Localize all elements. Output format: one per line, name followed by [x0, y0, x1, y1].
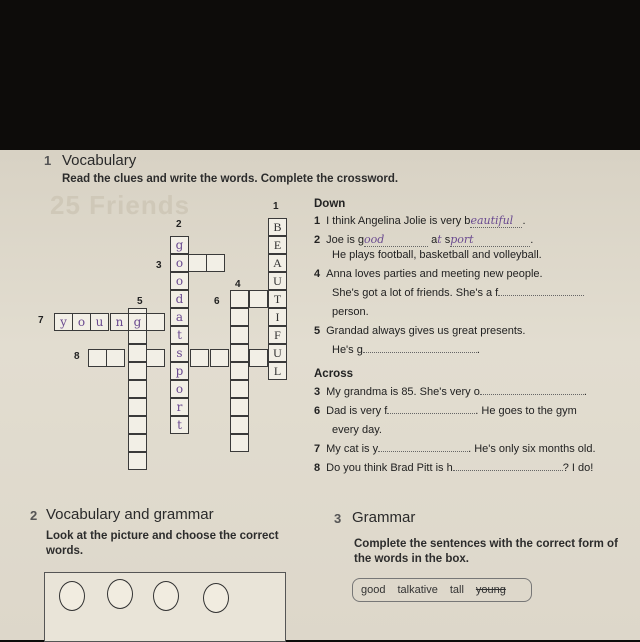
cell-7-4[interactable]: n — [110, 313, 129, 331]
cell-1-7[interactable]: F — [268, 326, 287, 344]
cell-8-9[interactable] — [249, 349, 268, 367]
cell-1-2[interactable]: E — [268, 236, 287, 254]
down-clue-5-line2: He's g . — [332, 344, 480, 356]
cell-1-1[interactable]: B — [268, 218, 287, 236]
person-face — [153, 581, 179, 611]
section-2-number: 2 — [30, 508, 38, 523]
clue-number-3: 3 — [156, 260, 162, 271]
section-1-title: Vocabulary — [62, 152, 137, 169]
cell-1-9[interactable]: L — [268, 362, 287, 380]
cell-3-3[interactable] — [206, 254, 225, 272]
section-2-title: Vocabulary and grammar — [46, 506, 214, 523]
cell-2-5[interactable]: a — [170, 308, 189, 326]
cell-2-7[interactable]: s — [170, 344, 189, 362]
word-tall: tall — [449, 584, 464, 596]
across-clue-6-line2: every day. — [332, 424, 382, 436]
cell-5-4[interactable] — [128, 362, 147, 380]
cell-4-9[interactable] — [230, 434, 249, 452]
down-heading: Down — [314, 198, 346, 210]
cell-7-2[interactable]: o — [72, 313, 91, 331]
cell-4-8[interactable] — [230, 416, 249, 434]
section-3-number: 3 — [334, 511, 342, 526]
section-1-number: 1 — [44, 153, 52, 168]
word-talkative: talkative — [397, 584, 438, 596]
down-clue-4-line3: person. — [332, 306, 369, 318]
section-2-instruction: Look at the picture and choose the correct words. — [46, 530, 279, 557]
across-clue-8: 8 Do you think Brad Pitt is h ? I do! — [314, 462, 594, 474]
word-good: good — [361, 584, 386, 596]
cell-7-1[interactable]: y — [54, 313, 73, 331]
cell-3-2[interactable] — [188, 254, 207, 272]
cell-2-6[interactable]: t — [170, 326, 189, 344]
cell-4-2[interactable] — [230, 308, 249, 326]
across-clue-7: 7 My cat is y . He's only six months old. — [314, 443, 596, 455]
cell-2-10[interactable]: r — [170, 398, 189, 416]
section-1-instruction: Read the clues and write the words. Complete the crossword. — [62, 173, 399, 185]
across-clue-6: 6 Dad is very f . He goes to the gym — [314, 405, 577, 417]
cell-2-1[interactable]: g — [170, 236, 189, 254]
cell-1-4[interactable]: U — [268, 272, 287, 290]
cell-1-6[interactable]: I — [268, 308, 287, 326]
cell-5-3[interactable] — [128, 344, 147, 362]
cell-5-9[interactable] — [128, 452, 147, 470]
cell-8-6[interactable] — [190, 349, 209, 367]
down-clue-1: 1 I think Angelina Jolie is very beautiful . — [314, 214, 526, 227]
clue-number-2: 2 — [176, 219, 182, 230]
cell-2-2[interactable]: o — [170, 254, 189, 272]
cell-4-4[interactable] — [230, 344, 249, 362]
handwritten-answer-1: eautiful — [470, 214, 514, 227]
people-illustration — [44, 572, 286, 642]
person-face — [59, 581, 85, 611]
down-clue-4-line2: She's got a lot of friends. She's a f — [332, 287, 584, 299]
clue-number-4: 4 — [235, 279, 241, 290]
clue-number-1: 1 — [273, 201, 279, 212]
section-3-title: Grammar — [352, 509, 416, 526]
person-face — [107, 579, 133, 609]
clue-number-7: 7 — [38, 315, 44, 326]
clue-number-6: 6 — [214, 296, 220, 307]
across-heading: Across — [314, 368, 353, 380]
faded-watermark: 25 Friends — [50, 190, 191, 220]
down-clue-4: 4 Anna loves parties and meeting new people. — [314, 268, 543, 280]
cell-4-7[interactable] — [230, 398, 249, 416]
section-3-instruction: Complete the sentences with the correct form of the words in the box. — [354, 538, 618, 565]
cell-6-2[interactable] — [249, 290, 268, 308]
cell-4-5[interactable] — [230, 362, 249, 380]
cell-7-6[interactable] — [146, 313, 165, 331]
cell-8-7[interactable] — [210, 349, 229, 367]
cell-1-3[interactable]: A — [268, 254, 287, 272]
cell-5-8[interactable] — [128, 434, 147, 452]
cell-1-5[interactable]: T — [268, 290, 287, 308]
down-clue-2-line2: He plays football, basketball and volleyball. — [332, 249, 542, 261]
cell-8-4[interactable] — [146, 349, 165, 367]
cell-2-4[interactable]: d — [170, 290, 189, 308]
cell-4-6[interactable] — [230, 380, 249, 398]
cell-2-11[interactable]: t — [170, 416, 189, 434]
cell-4-1[interactable] — [230, 290, 249, 308]
cell-7-5[interactable]: g — [128, 313, 147, 331]
down-clue-5: 5 Grandad always gives us great presents. — [314, 325, 526, 337]
clue-number-8: 8 — [74, 351, 80, 362]
word-box — [352, 578, 532, 602]
cell-5-5[interactable] — [128, 380, 147, 398]
cell-5-7[interactable] — [128, 416, 147, 434]
down-clue-2: 2 Joe is good at sport . — [314, 233, 534, 246]
cell-7-3[interactable]: u — [90, 313, 109, 331]
cell-2-8[interactable]: p — [170, 362, 189, 380]
cell-2-3[interactable]: o — [170, 272, 189, 290]
cell-5-6[interactable] — [128, 398, 147, 416]
clue-number-5: 5 — [137, 296, 143, 307]
cell-8-2[interactable] — [106, 349, 125, 367]
cell-8-1[interactable] — [88, 349, 107, 367]
cell-4-3[interactable] — [230, 326, 249, 344]
cell-2-9[interactable]: o — [170, 380, 189, 398]
across-clue-3: 3 My grandma is 85. She's very o . — [314, 386, 587, 398]
word-young: young — [475, 584, 506, 596]
cell-1-8[interactable]: U — [268, 344, 287, 362]
person-face — [203, 583, 229, 613]
